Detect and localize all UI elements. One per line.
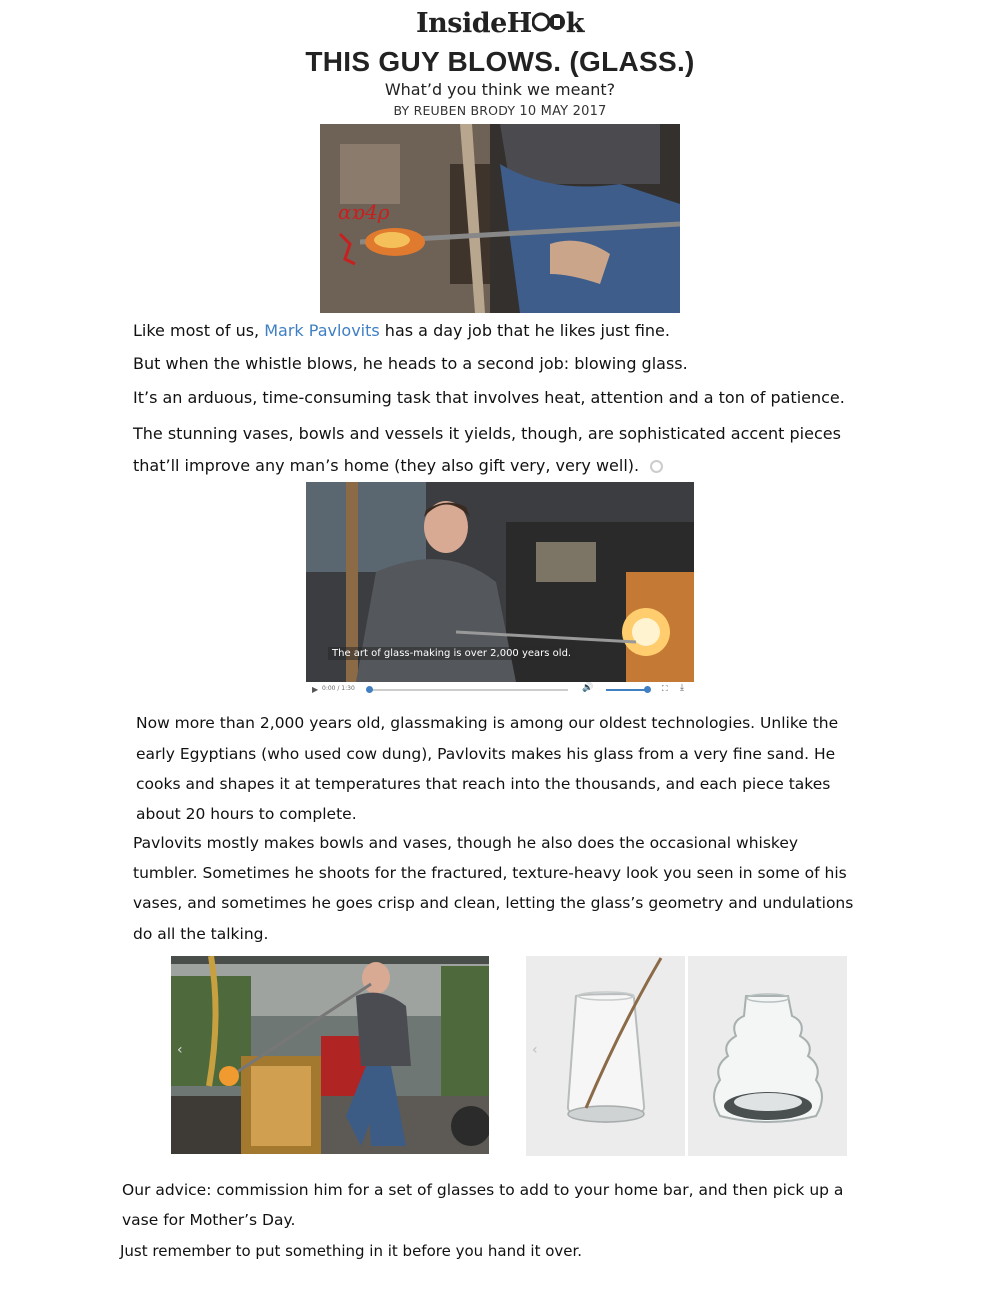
logo-suffix: k [565, 8, 584, 39]
gallery-prev-icon[interactable]: ‹ [177, 1042, 183, 1058]
download-icon[interactable]: ⤓ [680, 683, 684, 693]
video-progress-handle[interactable] [366, 686, 373, 693]
body1-line-1: Now more than 2,000 years old, glassmaking is among our oldest technologies. Unlike the [136, 714, 839, 732]
intro-line-5-text: that’ll improve any man’s home (they also gift very, very well). [133, 456, 640, 475]
byline-author: BY REUBEN BRODY [393, 103, 516, 118]
video-time: 0:00 / 1:30 [322, 685, 355, 692]
video-progress-track[interactable] [368, 689, 568, 691]
glass-cone-image [526, 956, 685, 1156]
intro-line-1-end: has a day job that he likes just fine. [379, 321, 670, 340]
play-icon[interactable]: ▶ [312, 685, 319, 694]
byline-date: 10 MAY 2017 [519, 104, 607, 119]
volume-icon[interactable]: 🔊 [582, 683, 594, 693]
byline [0, 103, 1000, 119]
fullscreen-icon[interactable]: ⛶ [662, 684, 668, 693]
gallery-prev-icon-2[interactable]: ‹ [532, 1042, 538, 1058]
loading-circle-icon [650, 460, 663, 473]
article-title: THIS GUY BLOWS. (GLASS.) [305, 46, 695, 77]
hook-icon [532, 10, 566, 41]
body1-line-2: early Egyptians (who used cow dung), Pavlovits makes his glass from a very fine sand. He [136, 745, 836, 763]
glass-vase-image [688, 956, 847, 1156]
article-subtitle: What’d you think we meant? [384, 80, 616, 99]
intro-line-1 [133, 321, 670, 341]
intro-line-1-start: Like most of us, [133, 321, 265, 340]
body2-line-2: tumbler. Sometimes he shoots for the fractured, texture-heavy look you seen in some of his [133, 864, 847, 882]
intro-line-3: It’s an arduous, time-consuming task that involves heat, attention and a ton of patience. [133, 388, 845, 407]
video-caption: The art of glass-making is over 2,000 years old. [328, 647, 575, 660]
svg-text:ɑɒ4ρ: ɑɒ4ρ [338, 200, 390, 224]
body1-line-3: cooks and shapes it at temperatures that reach into the thousands, and each piece takes [136, 775, 831, 793]
closing-line-1: Our advice: commission him for a set of glasses to add to your home bar, and then pick up a [122, 1181, 844, 1199]
video-player[interactable] [306, 482, 694, 698]
workshop-image [171, 956, 489, 1154]
body2-line-1: Pavlovits mostly makes bowls and vases, though he also does the occasional whiskey [133, 834, 799, 852]
mark-pavlovits-link[interactable]: Mark Pavlovits [264, 321, 380, 340]
video-controls [306, 682, 694, 698]
intro-line-5 [133, 456, 663, 476]
site-logo[interactable] [0, 8, 1000, 39]
hero-image [320, 124, 680, 313]
body2-line-3: vases, and sometimes he goes crisp and clean, letting the glass’s geometry and undulations [133, 894, 854, 912]
volume-handle[interactable] [644, 686, 651, 693]
logo-prefix: InsideH [415, 8, 532, 39]
body2-line-4: do all the talking. [133, 925, 269, 943]
closing-line-2: vase for Mother’s Day. [122, 1211, 296, 1229]
body1-line-4: about 20 hours to complete. [136, 805, 357, 823]
intro-line-2: But when the whistle blows, he heads to a second job: blowing glass. [133, 354, 688, 373]
intro-line-4: The stunning vases, bowls and vessels it yields, though, are sophisticated accent pieces [133, 424, 841, 443]
closing-line-3: Just remember to put something in it before you hand it over. [120, 1242, 583, 1260]
